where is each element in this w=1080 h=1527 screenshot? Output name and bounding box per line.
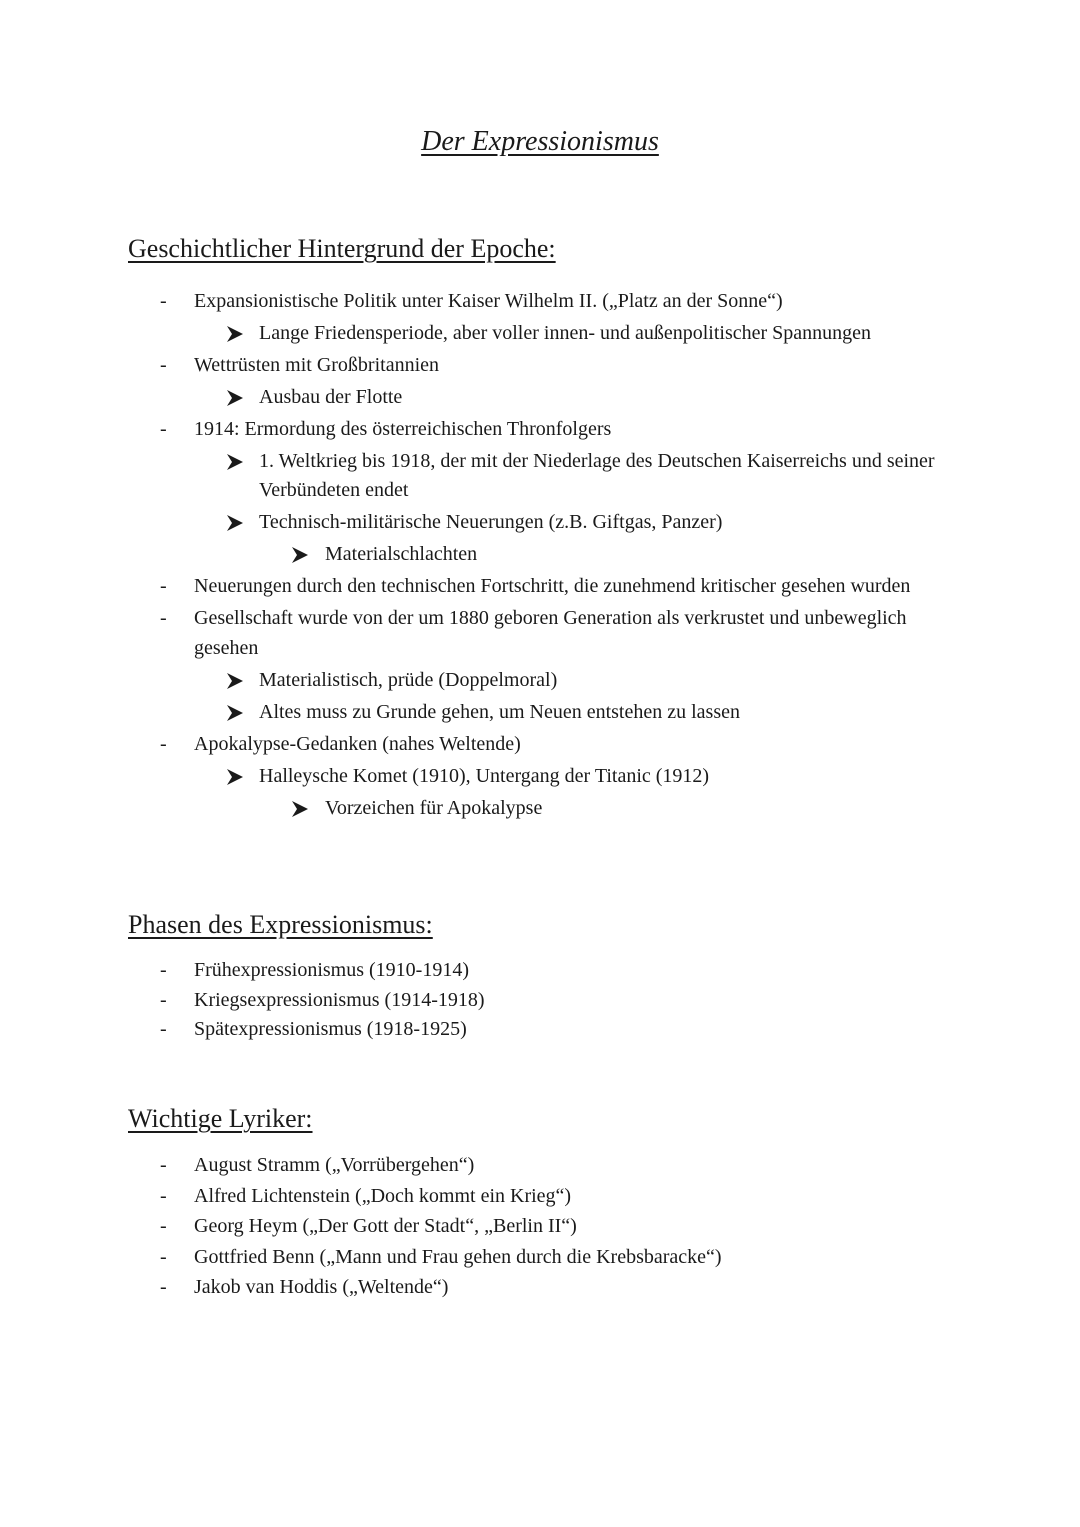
list-item: Lange Friedensperiode, aber voller innen- und außenpolitischer Spannungen [0, 319, 1080, 349]
dash-bullet: - [160, 575, 167, 597]
dash-bullet: - [160, 1154, 167, 1176]
list-item: - Jakob van Hoddis („Weltende“) [0, 1273, 954, 1303]
list-item: - Frühexpressionismus (1910-1914) [0, 956, 954, 986]
dash-bullet: - [160, 1245, 167, 1268]
arrowhead-bullet-icon [226, 698, 246, 727]
arrowhead-bullet-icon [226, 666, 246, 695]
dash-bullet: - [160, 988, 167, 1011]
poets-list [0, 1151, 954, 1303]
list-item: - Alfred Lichtenstein („Doch kommt ein Krieg“) [0, 1182, 954, 1212]
list-item: - Kriegsexpressionismus (1914-1918) [0, 986, 954, 1016]
list-item: Materialschlachten [0, 540, 1080, 570]
dash-bullet: - [160, 353, 167, 376]
list-item: 1. Weltkrieg bis 1918, der mit der Niederlage des Deutschen Kaiserreichs und seiner Verbündeten endet [0, 447, 1080, 506]
dash-bullet: - [160, 1215, 167, 1237]
dash-bullet: - [160, 732, 167, 755]
arrowhead-bullet-icon [291, 540, 311, 569]
list-item: Halleysche Komet (1910), Untergang der Titanic (1912) [0, 762, 1080, 792]
dash-bullet: - [160, 289, 167, 312]
list-item: Technisch-militärische Neuerungen (z.B. Giftgas, Panzer) [0, 508, 1080, 538]
arrowhead-bullet-icon [291, 794, 311, 823]
list-item: - Apokalypse-Gedanken (nahes Weltende) [0, 730, 1080, 760]
dash-bullet: - [160, 1276, 167, 1298]
dash-bullet: - [160, 1018, 167, 1040]
arrowhead-bullet-icon [226, 447, 246, 476]
list-item: - 1914: Ermordung des österreichischen Thronfolgers [0, 415, 1080, 445]
arrowhead-bullet-icon [226, 508, 246, 537]
list-item: - Gesellschaft wurde von der um 1880 geboren Generation als verkrustet und unbeweglich gesehen [0, 604, 1080, 663]
arrowhead-bullet-icon [226, 762, 246, 791]
list-item: - Wettrüsten mit Großbritannien [0, 351, 1080, 381]
arrowhead-bullet-icon [226, 319, 246, 348]
list-item: - Georg Heym („Der Gott der Stadt“, „Berlin II“) [0, 1212, 954, 1242]
list-item: - Gottfried Benn („Mann und Frau gehen durch die Krebsbaracke“) [0, 1243, 954, 1273]
arrowhead-bullet-icon [226, 383, 246, 412]
list-item: - Neuerungen durch den technischen Fortschritt, die zunehmend kritischer gesehen wurden [0, 572, 1080, 602]
dash-bullet: - [160, 959, 167, 981]
list-item: - Spätexpressionismus (1918-1925) [0, 1015, 954, 1045]
dash-bullet: - [160, 1184, 167, 1207]
list-item: Ausbau der Flotte [0, 383, 1080, 413]
section-heading-background: Geschichtlicher Hintergrund der Epoche: [128, 234, 556, 263]
background-list [0, 284, 1080, 823]
list-item: Vorzeichen für Apokalypse [0, 794, 1080, 824]
section-heading-poets: Wichtige Lyriker: [128, 1104, 313, 1133]
document-title: Der Expressionismus [421, 126, 659, 157]
list-item: - Expansionistische Politik unter Kaiser Wilhelm II. („Platz an der Sonne“) [0, 287, 1080, 317]
section-heading-phases: Phasen des Expressionismus: [128, 910, 433, 939]
dash-bullet: - [160, 417, 167, 440]
list-item: Altes muss zu Grunde gehen, um Neuen entstehen zu lassen [0, 698, 1080, 728]
dash-bullet: - [160, 607, 167, 629]
list-item: - August Stramm („Vorrübergehen“) [0, 1151, 954, 1181]
list-item: Materialistisch, prüde (Doppelmoral) [0, 666, 1080, 696]
phases-list [0, 956, 954, 1045]
